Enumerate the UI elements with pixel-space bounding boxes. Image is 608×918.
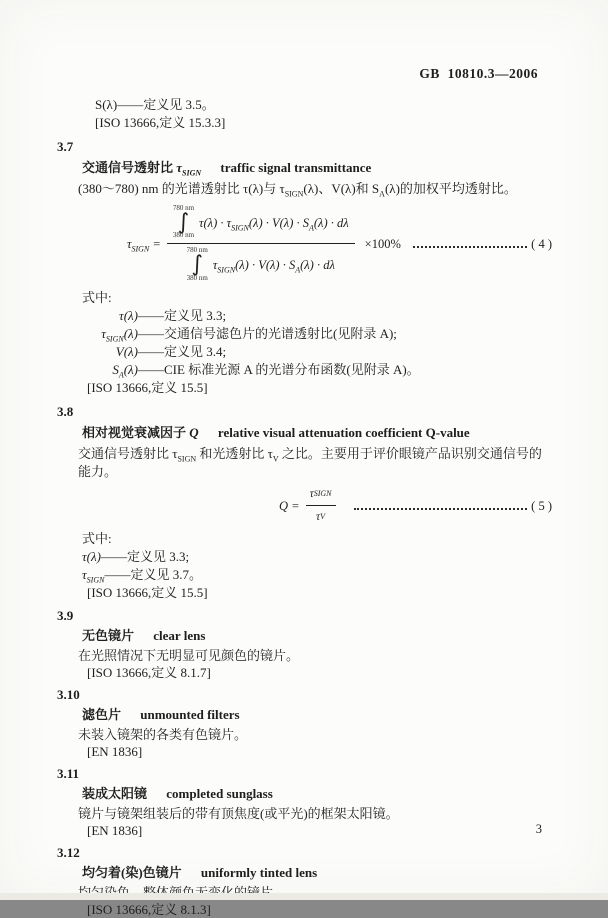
term-line-3-9: [82, 627, 552, 644]
formula-4-denominator: [181, 244, 341, 283]
formula-5-lhs: Q =: [279, 498, 300, 513]
section-number-3-10: 3.10: [57, 687, 80, 703]
term-line-3-7: [82, 159, 552, 177]
section-number-3-7: 3.7: [57, 139, 74, 154]
denominator-expression: $\tau_{SIGN}(\lambda) \cdot V(\lambda) \cdot S_A(\lambda) \cdot d\lambda$: [212, 257, 335, 275]
where-item: [62, 325, 552, 343]
where-symbol: $S_A(\lambda)$: [112, 362, 138, 380]
where-definition: ——定义见 3.4;: [138, 344, 227, 360]
term-chinese: 装成太阳镜: [82, 786, 148, 802]
formula-5-fraction: [306, 485, 336, 526]
where-item: [62, 307, 552, 325]
definition-text-3-8: 交通信号透射比 $\tau_{SIGN}$ 和光透射比 $\tau_V$ 之比。主要用于评价眼镜产品识别交通信号的能力。: [78, 446, 542, 480]
dotted-leader: [413, 246, 527, 248]
where-item: [62, 343, 552, 361]
term-english: traffic signal transmittance: [220, 160, 372, 175]
where-symbol: V(λ): [115, 344, 138, 360]
formula-5-numerator: τ SIGN: [306, 485, 336, 506]
equation-number-5: ( 5 ): [531, 498, 552, 513]
formula-4-numerator: [167, 204, 355, 244]
page-content: [57, 96, 552, 918]
equation-number-4: ( 4 ): [531, 236, 552, 251]
term-chinese: 滤色片: [82, 707, 122, 723]
en-reference-line: [EN 1836]: [87, 744, 143, 760]
scan-edge-artifact: [0, 893, 608, 900]
where-item: [82, 548, 552, 566]
integral-upper-limit: 780 nm: [172, 204, 195, 212]
term-english: uniformly tinted lens: [200, 865, 318, 881]
where-label: 式中:: [82, 290, 112, 306]
numerator-expression: $\tau(\lambda) \cdot \tau_{SIGN}(\lambda) \cdot V(\lambda) \cdot S_A(\lambda) \cdot d\lambda$: [199, 215, 349, 233]
where-symbol: $\tau_{SIGN}$: [82, 567, 105, 585]
term-symbol: $\tau_{SIGN}$: [176, 160, 202, 178]
section-number-3-11: 3.11: [57, 766, 80, 782]
where-definition: ——CIE 标准光源 A 的光谱分布函数(见附录 A)。: [138, 362, 420, 378]
where-symbol: $\tau_{SIGN}(\lambda)$: [101, 326, 138, 344]
term-english: unmounted filters: [140, 707, 240, 723]
definition-text-3-7: (380～780) nm 的光谱透射比 τ(λ)与 $\tau_{SIGN}(\lambda)$、V(λ)和 $S_A(\lambda)$的加权平均透射比。: [78, 181, 517, 199]
where-symbol: τ(λ): [119, 308, 138, 324]
integral-lower-limit: 380 nm: [172, 231, 195, 240]
formula-5: [279, 485, 552, 526]
term-english: completed sunglass: [166, 786, 273, 802]
formula-4-fraction: [167, 204, 355, 283]
term-chinese: 相对视觉衰减因子: [82, 425, 187, 441]
iso-reference-line: [ISO 13666,定义 15.5]: [87, 585, 208, 601]
term-chinese: 无色镜片: [82, 628, 135, 644]
section-number-3-8: 3.8: [57, 404, 74, 420]
where-item: [62, 361, 552, 379]
page-number: 3: [535, 822, 542, 836]
formula-5-denominator: τ V: [316, 511, 326, 524]
integral-sign: [173, 205, 194, 240]
section-number-3-9: 3.9: [57, 608, 74, 624]
iso-reference-line: [ISO 13666,定义 8.1.7]: [87, 665, 211, 681]
where-definition: ——定义见 3.7。: [104, 567, 202, 583]
formula-4: [127, 204, 552, 283]
term-line-3-8: [82, 424, 552, 442]
where-item: [82, 566, 552, 584]
term-english: clear lens: [153, 628, 206, 644]
dotted-leader: [354, 508, 528, 510]
term-symbol: Q: [189, 425, 199, 441]
iso-reference-line: [ISO 13666,定义 15.3.3]: [95, 115, 226, 130]
standard-code-header: GB 10810.3—2006: [419, 66, 538, 81]
where-definition: ——交通信号滤色片的光谱透射比(见附录 A);: [138, 326, 397, 342]
term-line-3-10: [82, 706, 552, 723]
iso-reference-line: [ISO 13666,定义 8.1.3]: [87, 902, 211, 918]
integral-lower-limit: 380 nm: [186, 273, 208, 282]
symbol-definition-line: S(λ)——定义见 3.5。: [95, 97, 215, 112]
section-number-3-12: 3.12: [57, 845, 80, 861]
formula-4-lhs: $\tau_{SIGN}$ =: [127, 236, 161, 254]
term-english: relative visual attenuation coefficient Q-value: [217, 425, 470, 441]
integral-upper-limit: 780 nm: [186, 246, 208, 255]
en-reference-line: [EN 1836]: [87, 823, 143, 839]
term-line-3-12: [82, 864, 552, 881]
where-label: 式中:: [82, 531, 112, 547]
lower-sections: [57, 607, 552, 918]
integral-glyph: ∫: [191, 251, 203, 277]
iso-reference-line: [ISO 13666,定义 15.5]: [87, 380, 208, 396]
definition-text-3-11: 镜片与镜架组装后的带有顶焦度(或平光)的框架太阳镜。: [78, 806, 399, 822]
formula-4-multiplier: ×100%: [364, 236, 401, 251]
term-chinese: 交通信号透射比: [82, 160, 174, 175]
integral-sign: [187, 247, 208, 282]
where-definition: ——定义见 3.3;: [138, 308, 227, 324]
where-definition: ——定义见 3.3;: [100, 549, 190, 565]
definition-text-3-9: 在光照情况下无明显可见颜色的镜片。: [78, 648, 300, 664]
term-chinese: 均匀着(染)色镜片: [82, 865, 182, 881]
definition-text-3-10: 未装入镜架的各类有色镜片。: [78, 727, 248, 743]
term-line-3-11: [82, 785, 552, 802]
integral-glyph: ∫: [177, 209, 190, 235]
where-symbol: τ(λ): [82, 549, 101, 565]
